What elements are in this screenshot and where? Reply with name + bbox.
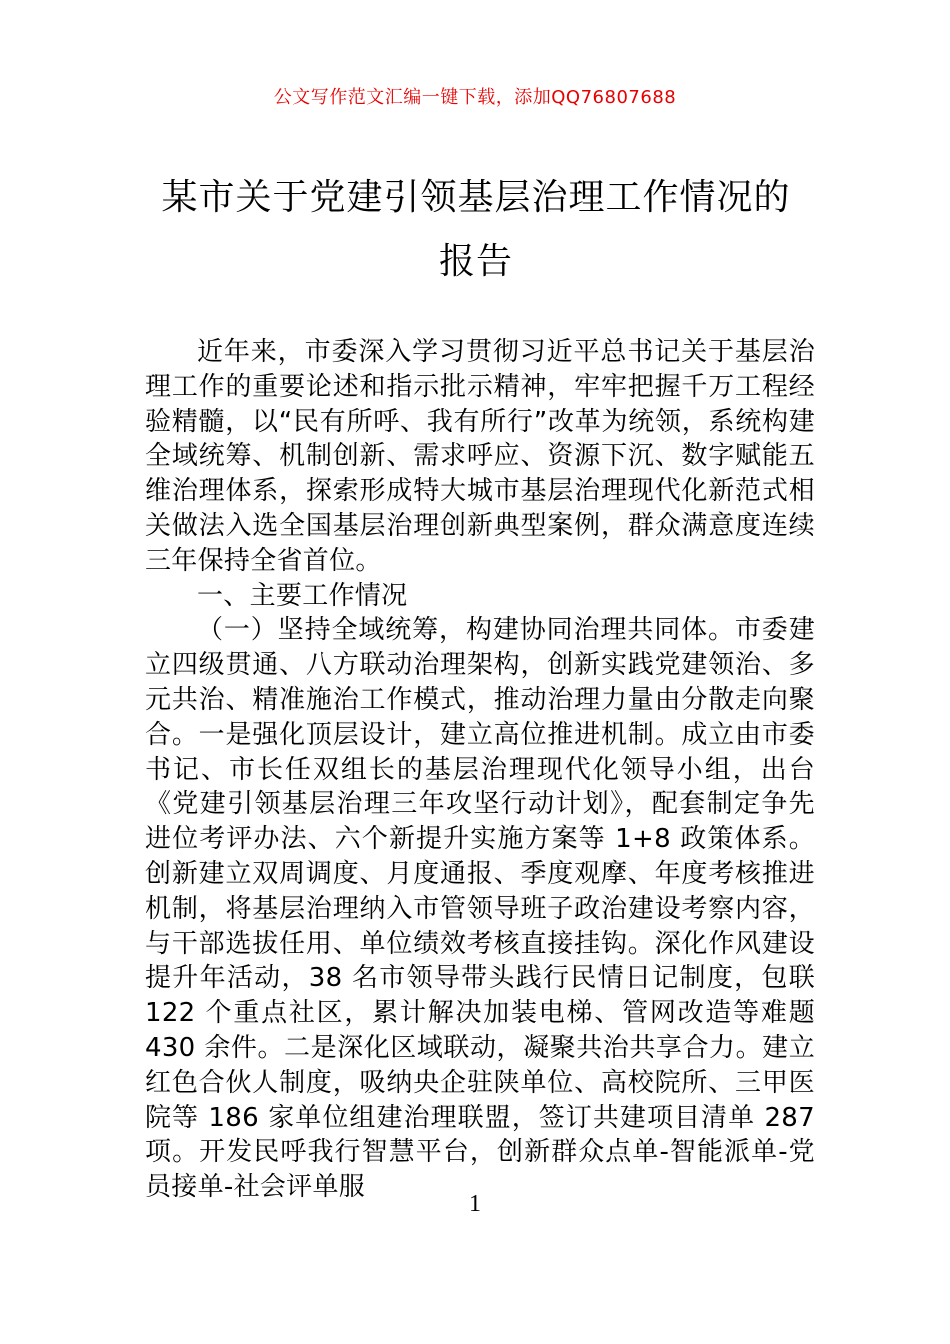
paragraph-section-1: （一）坚持全域统筹，构建协同治理共同体。市委建立四级贯通、八方联动治理架构，创新实践党建领治、多元共治、精准施治工作模式，推动治理力量由分散走向聚合。一是强化顶层设计，建立高位推进机制。成立由市委书记、市长任双组长的基层治理现代化领导小组，出台《党建引领基层治理三年攻坚行动计划》，配套制定争先进位考评办法、六个新提升实施方案等 1+8 政策体系。创新建立双周调度、月度通报、季度观摩、年度考核推进机制，将基层治理纳入市管领导班子政治建设考察内容，与干部选拔任用、单位绩效考核直接挂钩。深化作风建设提升年活动，38 名市领导带头践行民情日记制度，包联 122 个重点社区，累计解决加装电梯、管网改造等难题 430 余件。二是深化区域联动，凝聚共治共享合力。建立红色合伙人制度，吸纳央企驻陕单位、高校院所、三甲医院等 186 家单位组建治理联盟，签订共建项目清单 287 项。开发民呼我行智慧平台，创新群众点单-智能派单-党员接单-社会评单服	[145, 615, 815, 1203]
document-body	[145, 335, 815, 1205]
page-number: 1	[469, 1191, 481, 1217]
paragraph-intro: 近年来，市委深入学习贯彻习近平总书记关于基层治理工作的重要论述和指示批示精神，牢牢把握千万工程经验精髓，以“民有所呼、我有所行”改革为统领，系统构建全域统筹、机制创新、需求呼应、资源下沉、数字赋能五维治理体系，探索形成特大城市基层治理现代化新范式相关做法入选全国基层治理创新典型案例，群众满意度连续三年保持全省首位。	[145, 337, 815, 576]
section-heading-main-work: 一、主要工作情况	[197, 580, 408, 611]
header-promo-text: 公文写作范文汇编一键下载，添加QQ76807688	[273, 87, 677, 108]
document-title: 某市关于党建引领基层治理工作情况的报告	[161, 177, 791, 282]
